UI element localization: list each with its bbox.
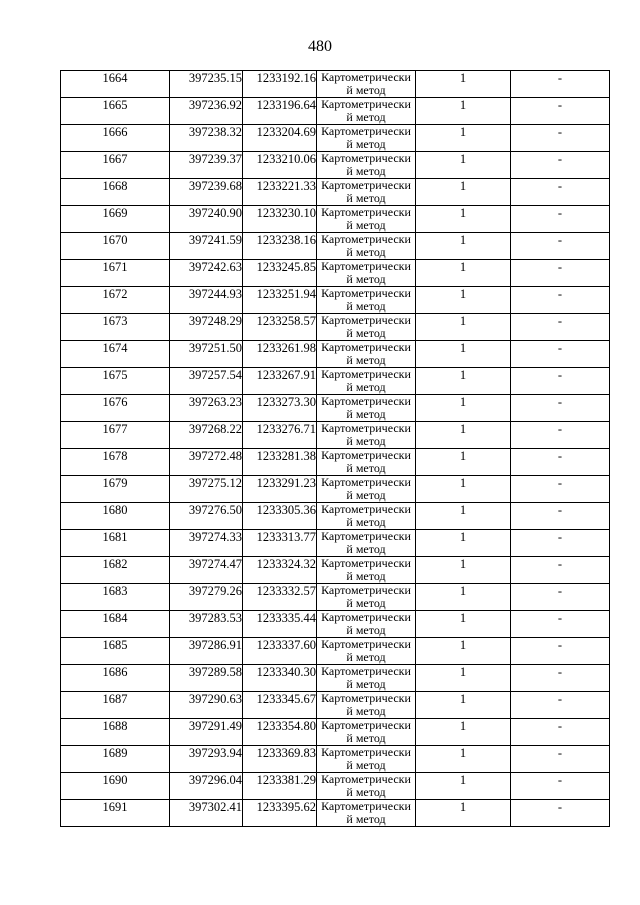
table-row: [61, 71, 610, 98]
table-row: [61, 287, 610, 314]
note-cell: -: [511, 422, 610, 449]
coordinate-x-cell: 397240.90: [170, 206, 243, 233]
point-number-cell: 1685: [61, 638, 170, 665]
table-row: [61, 449, 610, 476]
coordinate-y-cell: 1233273.30: [243, 395, 317, 422]
point-number-cell: 1679: [61, 476, 170, 503]
method-cell: Картометрически й метод: [317, 422, 416, 449]
accuracy-value-cell: 1: [416, 611, 511, 638]
table-row: [61, 746, 610, 773]
coordinate-x-cell: 397263.23: [170, 395, 243, 422]
coordinate-x-cell: 397274.47: [170, 557, 243, 584]
coordinate-x-cell: 397275.12: [170, 476, 243, 503]
method-cell: Картометрически й метод: [317, 125, 416, 152]
point-number-cell: 1674: [61, 341, 170, 368]
point-number-cell: 1669: [61, 206, 170, 233]
coordinate-x-cell: 397251.50: [170, 341, 243, 368]
table-row: [61, 476, 610, 503]
accuracy-value-cell: 1: [416, 233, 511, 260]
accuracy-value-cell: 1: [416, 800, 511, 827]
coordinate-x-cell: 397279.26: [170, 584, 243, 611]
method-cell: Картометрически й метод: [317, 260, 416, 287]
coordinate-y-cell: 1233354.80: [243, 719, 317, 746]
table-row: [61, 422, 610, 449]
table-row: [61, 125, 610, 152]
accuracy-value-cell: 1: [416, 530, 511, 557]
table-row: [61, 314, 610, 341]
coordinate-y-cell: 1233210.06: [243, 152, 317, 179]
method-cell: Картометрически й метод: [317, 287, 416, 314]
method-cell: Картометрически й метод: [317, 773, 416, 800]
accuracy-value-cell: 1: [416, 449, 511, 476]
coordinate-x-cell: 397291.49: [170, 719, 243, 746]
point-number-cell: 1688: [61, 719, 170, 746]
accuracy-value-cell: 1: [416, 665, 511, 692]
coordinate-y-cell: 1233258.57: [243, 314, 317, 341]
method-cell: Картометрически й метод: [317, 557, 416, 584]
coordinate-x-cell: 397248.29: [170, 314, 243, 341]
accuracy-value-cell: 1: [416, 395, 511, 422]
coordinate-x-cell: 397293.94: [170, 746, 243, 773]
coordinate-y-cell: 1233335.44: [243, 611, 317, 638]
table-row: [61, 395, 610, 422]
table-row: [61, 206, 610, 233]
table-row: [61, 557, 610, 584]
accuracy-value-cell: 1: [416, 152, 511, 179]
point-number-cell: 1684: [61, 611, 170, 638]
note-cell: -: [511, 773, 610, 800]
table-row: [61, 98, 610, 125]
coordinate-y-cell: 1233261.98: [243, 341, 317, 368]
coordinate-y-cell: 1233337.60: [243, 638, 317, 665]
coordinate-x-cell: 397272.48: [170, 449, 243, 476]
point-number-cell: 1671: [61, 260, 170, 287]
method-cell: Картометрически й метод: [317, 341, 416, 368]
note-cell: -: [511, 287, 610, 314]
accuracy-value-cell: 1: [416, 260, 511, 287]
accuracy-value-cell: 1: [416, 422, 511, 449]
point-number-cell: 1670: [61, 233, 170, 260]
page-number: 480: [308, 38, 332, 55]
accuracy-value-cell: 1: [416, 98, 511, 125]
coordinate-y-cell: 1233230.10: [243, 206, 317, 233]
coordinate-x-cell: 397235.15: [170, 71, 243, 98]
coordinate-y-cell: 1233324.32: [243, 557, 317, 584]
note-cell: -: [511, 638, 610, 665]
coordinate-y-cell: 1233196.64: [243, 98, 317, 125]
accuracy-value-cell: 1: [416, 206, 511, 233]
method-cell: Картометрически й метод: [317, 179, 416, 206]
note-cell: -: [511, 557, 610, 584]
point-number-cell: 1683: [61, 584, 170, 611]
accuracy-value-cell: 1: [416, 692, 511, 719]
coordinate-x-cell: 397286.91: [170, 638, 243, 665]
note-cell: -: [511, 368, 610, 395]
coordinates-table-body: [61, 71, 610, 827]
table-row: [61, 665, 610, 692]
point-number-cell: 1672: [61, 287, 170, 314]
method-cell: Картометрически й метод: [317, 206, 416, 233]
note-cell: -: [511, 800, 610, 827]
note-cell: -: [511, 125, 610, 152]
coordinate-y-cell: 1233281.38: [243, 449, 317, 476]
coordinates-table: [60, 70, 610, 827]
point-number-cell: 1664: [61, 71, 170, 98]
accuracy-value-cell: 1: [416, 773, 511, 800]
coordinate-x-cell: 397239.68: [170, 179, 243, 206]
note-cell: -: [511, 260, 610, 287]
coordinate-x-cell: 397239.37: [170, 152, 243, 179]
point-number-cell: 1667: [61, 152, 170, 179]
method-cell: Картометрически й метод: [317, 611, 416, 638]
accuracy-value-cell: 1: [416, 314, 511, 341]
point-number-cell: 1680: [61, 503, 170, 530]
accuracy-value-cell: 1: [416, 287, 511, 314]
method-cell: Картометрически й метод: [317, 692, 416, 719]
note-cell: -: [511, 692, 610, 719]
note-cell: -: [511, 719, 610, 746]
table-row: [61, 503, 610, 530]
method-cell: Картометрически й метод: [317, 665, 416, 692]
accuracy-value-cell: 1: [416, 503, 511, 530]
coordinate-x-cell: 397276.50: [170, 503, 243, 530]
point-number-cell: 1678: [61, 449, 170, 476]
table-row: [61, 368, 610, 395]
coordinate-y-cell: 1233291.23: [243, 476, 317, 503]
coordinate-y-cell: 1233267.91: [243, 368, 317, 395]
accuracy-value-cell: 1: [416, 341, 511, 368]
coordinate-x-cell: 397257.54: [170, 368, 243, 395]
note-cell: -: [511, 530, 610, 557]
point-number-cell: 1673: [61, 314, 170, 341]
note-cell: -: [511, 449, 610, 476]
note-cell: -: [511, 611, 610, 638]
note-cell: -: [511, 395, 610, 422]
point-number-cell: 1677: [61, 422, 170, 449]
method-cell: Картометрически й метод: [317, 152, 416, 179]
method-cell: Картометрически й метод: [317, 638, 416, 665]
point-number-cell: 1681: [61, 530, 170, 557]
point-number-cell: 1690: [61, 773, 170, 800]
coordinate-y-cell: 1233332.57: [243, 584, 317, 611]
note-cell: -: [511, 584, 610, 611]
note-cell: -: [511, 152, 610, 179]
coordinate-y-cell: 1233238.16: [243, 233, 317, 260]
point-number-cell: 1668: [61, 179, 170, 206]
accuracy-value-cell: 1: [416, 719, 511, 746]
table-row: [61, 152, 610, 179]
method-cell: Картометрически й метод: [317, 368, 416, 395]
table-row: [61, 530, 610, 557]
accuracy-value-cell: 1: [416, 584, 511, 611]
table-row: [61, 233, 610, 260]
accuracy-value-cell: 1: [416, 368, 511, 395]
coordinate-y-cell: 1233305.36: [243, 503, 317, 530]
note-cell: -: [511, 503, 610, 530]
coordinate-y-cell: 1233395.62: [243, 800, 317, 827]
method-cell: Картометрически й метод: [317, 530, 416, 557]
coordinate-x-cell: 397268.22: [170, 422, 243, 449]
coordinate-y-cell: 1233340.30: [243, 665, 317, 692]
method-cell: Картометрически й метод: [317, 503, 416, 530]
table-row: [61, 638, 610, 665]
table-row: [61, 584, 610, 611]
table-row: [61, 692, 610, 719]
coordinate-y-cell: 1233245.85: [243, 260, 317, 287]
coordinate-x-cell: 397274.33: [170, 530, 243, 557]
table-row: [61, 773, 610, 800]
table-row: [61, 800, 610, 827]
accuracy-value-cell: 1: [416, 476, 511, 503]
method-cell: Картометрически й метод: [317, 449, 416, 476]
coordinate-y-cell: 1233192.16: [243, 71, 317, 98]
note-cell: -: [511, 476, 610, 503]
coordinate-x-cell: 397236.92: [170, 98, 243, 125]
point-number-cell: 1676: [61, 395, 170, 422]
coordinate-x-cell: 397289.58: [170, 665, 243, 692]
method-cell: Картометрически й метод: [317, 719, 416, 746]
point-number-cell: 1682: [61, 557, 170, 584]
note-cell: -: [511, 746, 610, 773]
accuracy-value-cell: 1: [416, 179, 511, 206]
method-cell: Картометрически й метод: [317, 395, 416, 422]
method-cell: Картометрически й метод: [317, 746, 416, 773]
method-cell: Картометрически й метод: [317, 233, 416, 260]
method-cell: Картометрически й метод: [317, 314, 416, 341]
point-number-cell: 1689: [61, 746, 170, 773]
coordinate-y-cell: 1233381.29: [243, 773, 317, 800]
accuracy-value-cell: 1: [416, 746, 511, 773]
coordinate-y-cell: 1233276.71: [243, 422, 317, 449]
note-cell: -: [511, 233, 610, 260]
coordinate-x-cell: 397283.53: [170, 611, 243, 638]
method-cell: Картометрически й метод: [317, 476, 416, 503]
coordinate-x-cell: 397242.63: [170, 260, 243, 287]
table-row: [61, 719, 610, 746]
accuracy-value-cell: 1: [416, 71, 511, 98]
coordinate-x-cell: 397296.04: [170, 773, 243, 800]
coordinate-y-cell: 1233204.69: [243, 125, 317, 152]
coordinate-y-cell: 1233251.94: [243, 287, 317, 314]
method-cell: Картометрически й метод: [317, 98, 416, 125]
note-cell: -: [511, 179, 610, 206]
note-cell: -: [511, 98, 610, 125]
table-row: [61, 341, 610, 368]
note-cell: -: [511, 71, 610, 98]
point-number-cell: 1675: [61, 368, 170, 395]
table-row: [61, 260, 610, 287]
note-cell: -: [511, 341, 610, 368]
note-cell: -: [511, 206, 610, 233]
coordinate-y-cell: 1233369.83: [243, 746, 317, 773]
method-cell: Картометрически й метод: [317, 800, 416, 827]
table-row: [61, 179, 610, 206]
method-cell: Картометрически й метод: [317, 584, 416, 611]
note-cell: -: [511, 665, 610, 692]
point-number-cell: 1691: [61, 800, 170, 827]
accuracy-value-cell: 1: [416, 557, 511, 584]
coordinate-x-cell: 397238.32: [170, 125, 243, 152]
coordinate-y-cell: 1233345.67: [243, 692, 317, 719]
coordinate-x-cell: 397290.63: [170, 692, 243, 719]
table-row: [61, 611, 610, 638]
coordinate-y-cell: 1233313.77: [243, 530, 317, 557]
point-number-cell: 1666: [61, 125, 170, 152]
point-number-cell: 1687: [61, 692, 170, 719]
coordinate-x-cell: 397244.93: [170, 287, 243, 314]
coordinate-x-cell: 397302.41: [170, 800, 243, 827]
accuracy-value-cell: 1: [416, 638, 511, 665]
coordinate-x-cell: 397241.59: [170, 233, 243, 260]
note-cell: -: [511, 314, 610, 341]
coordinate-y-cell: 1233221.33: [243, 179, 317, 206]
method-cell: Картометрически й метод: [317, 71, 416, 98]
point-number-cell: 1665: [61, 98, 170, 125]
accuracy-value-cell: 1: [416, 125, 511, 152]
point-number-cell: 1686: [61, 665, 170, 692]
